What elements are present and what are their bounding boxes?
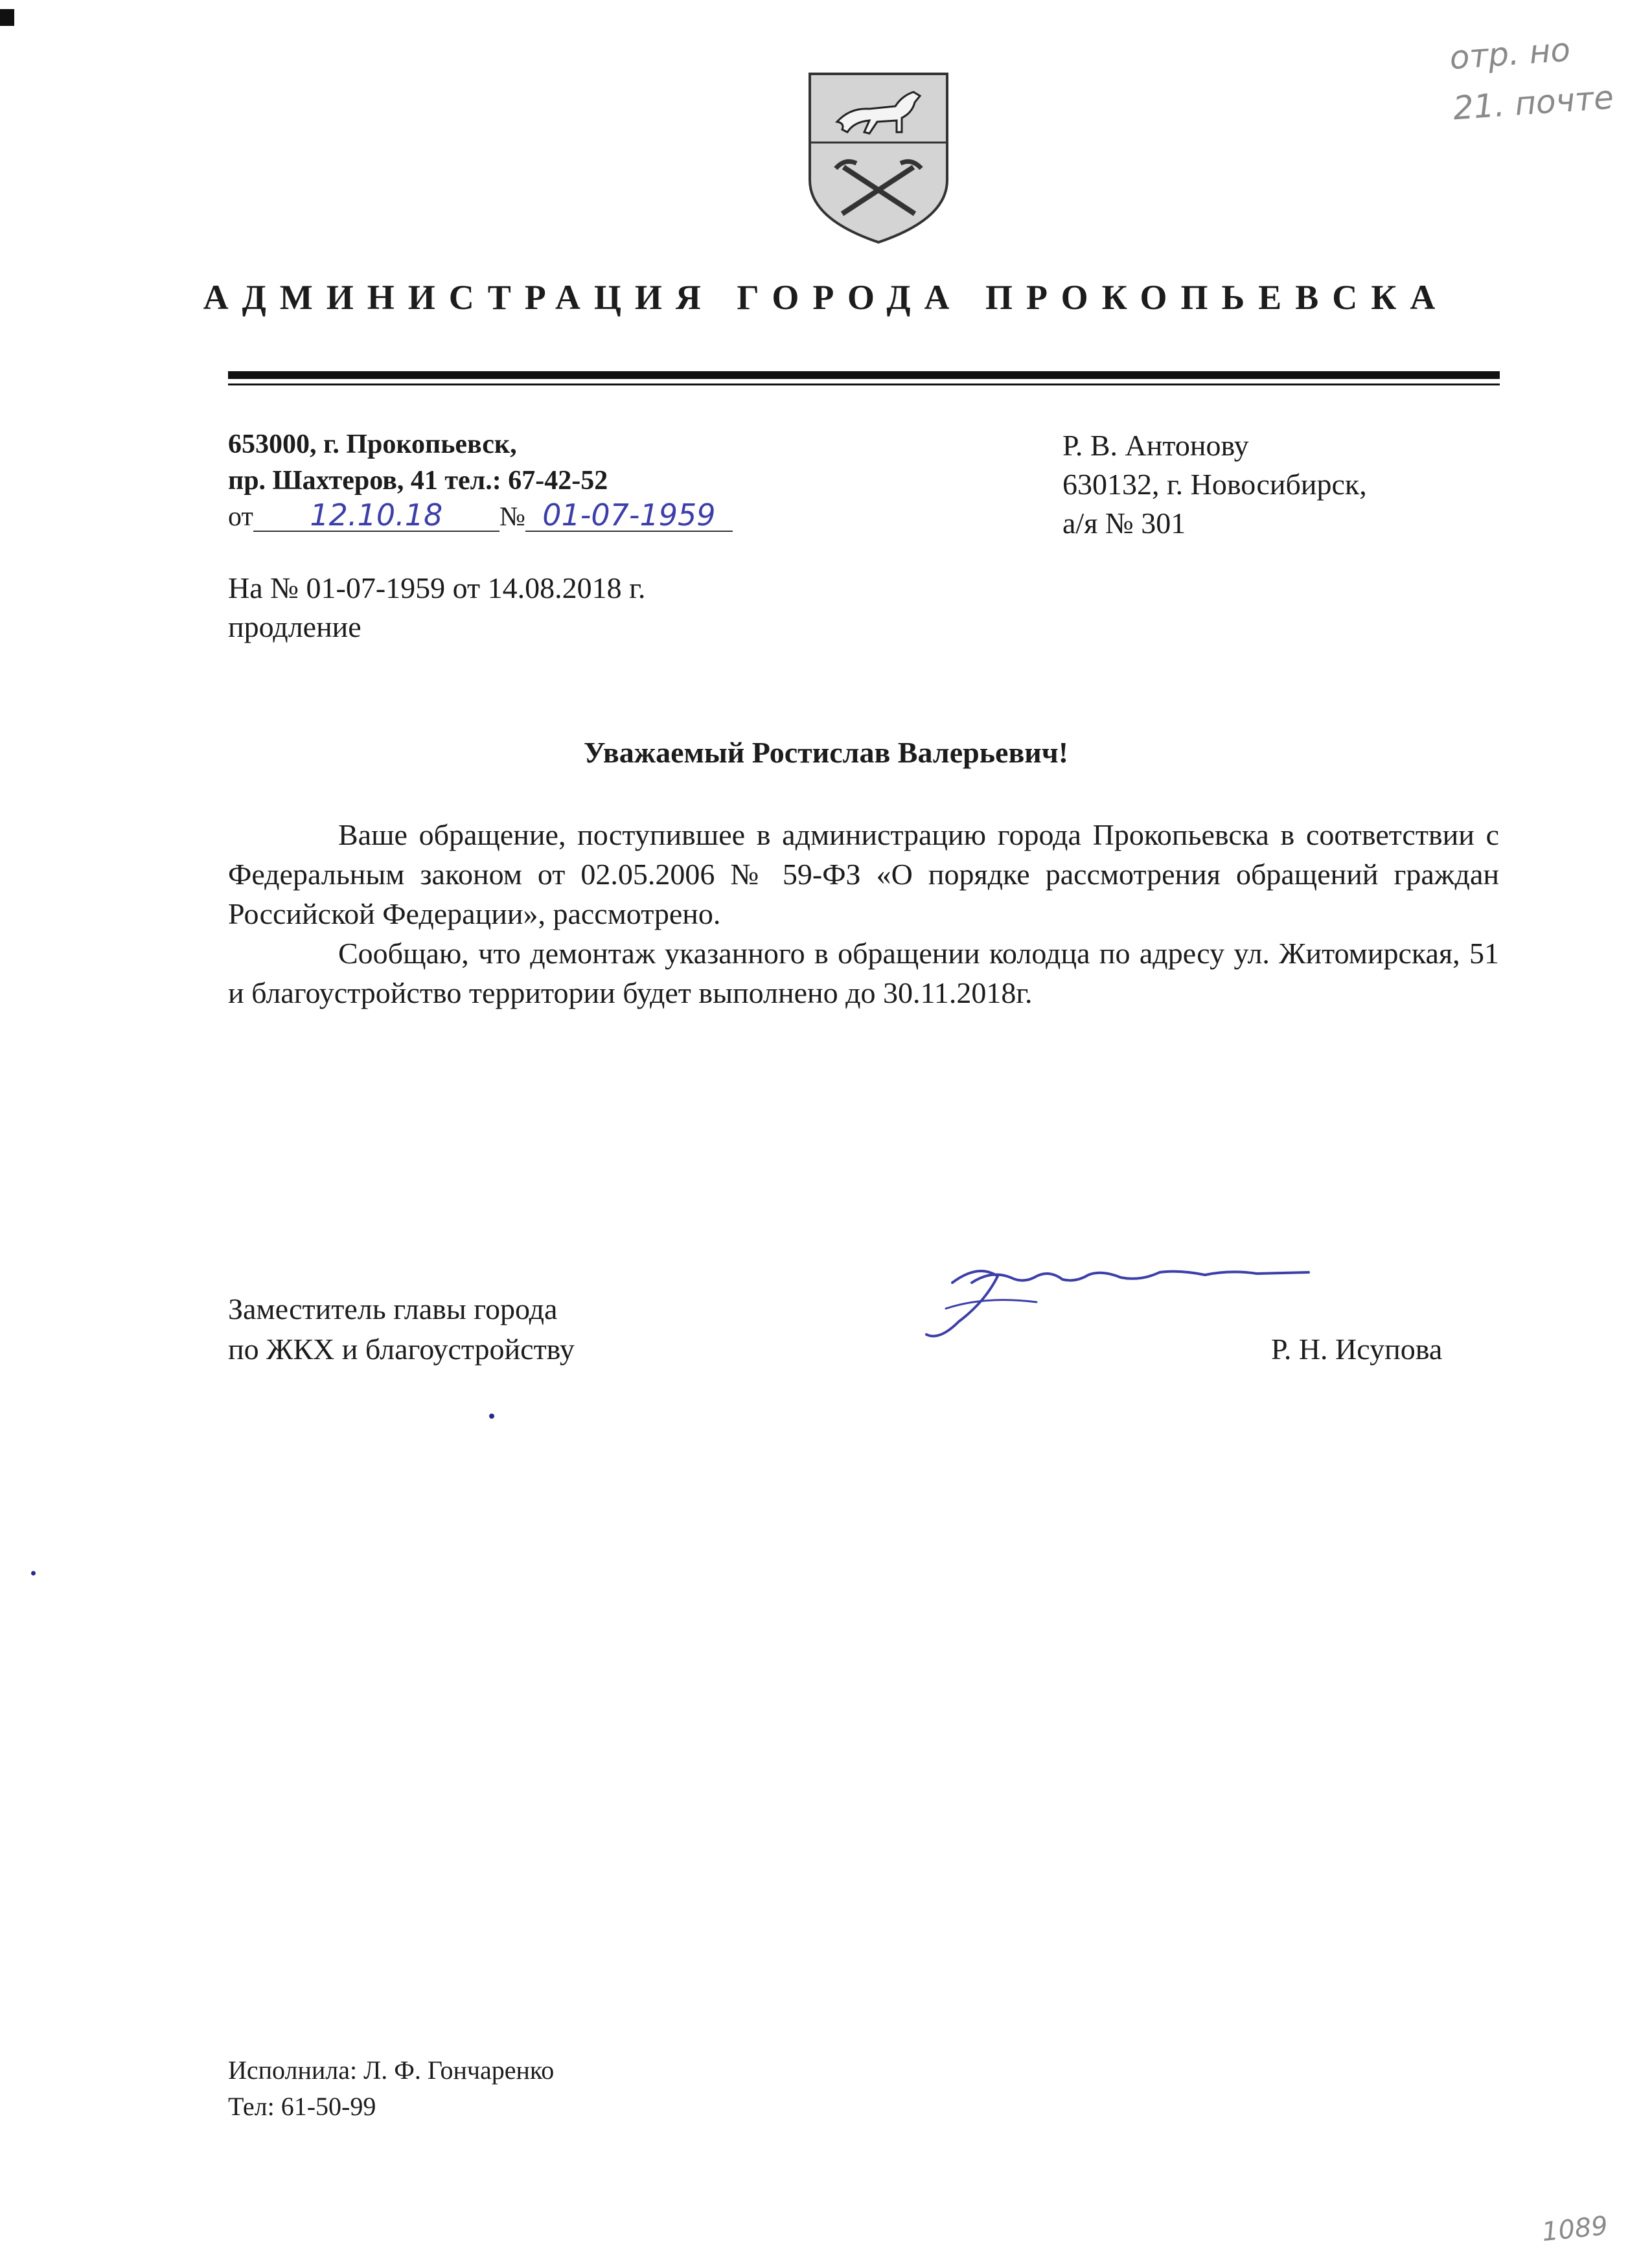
coat-of-arms-icon: [805, 70, 952, 246]
number-prefix: №: [499, 502, 525, 532]
registration-line: [228, 499, 733, 535]
scan-marker: [0, 9, 14, 26]
executor-name: Исполнила: Л. Ф. Гончаренко: [228, 2056, 555, 2085]
pencil-note-line2: 21. почте: [1452, 78, 1615, 128]
reference-block: [228, 569, 645, 647]
page-mark: 1089: [1540, 2210, 1609, 2248]
body-paragraph-1: Ваше обращение, поступившее в администрацию города Прокопьевска в соответствии с Федеральным законом от 02.05.2006 № 59-ФЗ «О порядке рассмотрения обращений граждан Российской Федерации», рассмотрено.: [228, 818, 1499, 930]
greeting: Уважаемый Ростислав Валерьевич!: [583, 736, 1069, 769]
handwritten-number: 01-07-1959: [525, 499, 733, 532]
signatory-title-line1: Заместитель главы города: [228, 1292, 558, 1325]
pencil-note-line1: отр. но: [1448, 30, 1572, 77]
signatory-title: [228, 1289, 575, 1369]
handwritten-date: 12.10.18: [253, 499, 499, 532]
recipient-block: [1062, 426, 1367, 543]
recipient-name: Р. В. Антонову: [1062, 429, 1249, 462]
body-paragraph-2: Сообщаю, что демонтаж указанного в обращении колодца по адресу ул. Житомирская, 51 и благоустройство территории будет выполнено до 30.11.2018г.: [228, 937, 1499, 1009]
executor-phone: Тел: 61-50-99: [228, 2092, 376, 2121]
sender-address-line2: пр. Шахтеров, 41 тел.: 67-42-52: [228, 466, 608, 496]
signatory-name: Р. Н. Исупова: [1271, 1333, 1443, 1366]
ink-speck: [31, 1571, 36, 1575]
header-rule-thin: [228, 384, 1500, 385]
reference-line: На № 01-07-1959 от 14.08.2018 г.: [228, 571, 646, 604]
recipient-address-line2: а/я № 301: [1062, 507, 1186, 540]
ink-speck: [489, 1414, 494, 1419]
executor-block: [228, 2052, 554, 2125]
subject-line: продление: [228, 610, 361, 643]
sender-address-line1: 653000, г. Прокопьевск,: [228, 430, 517, 459]
date-prefix: от: [228, 502, 253, 532]
letter-body: [228, 815, 1499, 1013]
recipient-address-line1: 630132, г. Новосибирск,: [1062, 468, 1367, 501]
signatory-title-line2: по ЖКХ и благоустройству: [228, 1333, 575, 1366]
pencil-note: [1448, 19, 1649, 134]
sender-address: [228, 426, 608, 499]
organization-title: АДМИНИСТРАЦИЯ ГОРОДА ПРОКОПЬЕВСКА: [203, 278, 1449, 317]
header-rule-thick: [228, 371, 1500, 379]
